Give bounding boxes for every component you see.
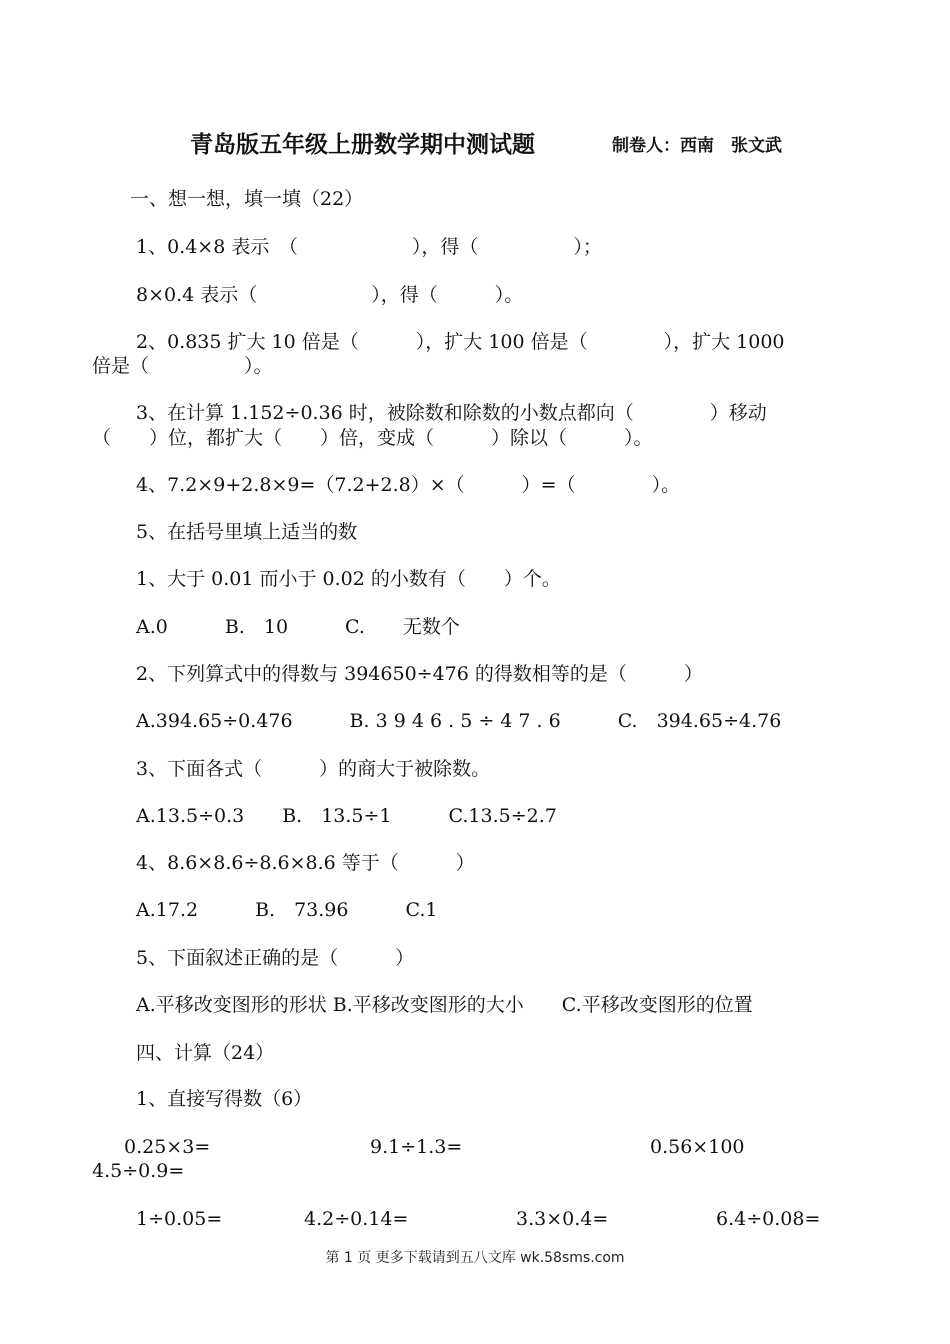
question-line: 3、在计算 1.152÷0.36 时，被除数和除数的小数点都向（ ）移动 [136,402,767,424]
choice-options: A.394.65÷0.476 B. 3 9 4 6 . 5 ÷ 4 7 . 6 C. 394.65÷4.76 [136,710,782,732]
page-footer: 第 1 页 更多下载请到五八文库 wk.58sms.com [325,1250,625,1266]
question-line: 5、在括号里填上适当的数 [136,521,358,543]
calc-item: 0.56×100 [650,1136,745,1158]
sub-heading: 1、直接写得数（6） [136,1088,313,1110]
page-title: 青岛版五年级上册数学期中测试题 [190,131,535,158]
author-line: 制卷人：西南 张文武 [612,136,782,156]
question-line: 1、0.4×8 表示 （ ），得（ ）； [136,236,602,258]
section-heading-4: 四、计算（24） [136,1042,275,1064]
calc-item: 4.2÷0.14= [304,1208,409,1230]
choice-question: 3、下面各式（ ）的商大于被除数。 [136,758,491,780]
choice-question: 5、下面叙述正确的是（ ） [136,947,415,969]
calc-item: 6.4÷0.08= [716,1208,821,1230]
calc-item: 3.3×0.4= [516,1208,609,1230]
question-line: 8×0.4 表示（ ），得（ ）。 [136,284,524,306]
question-line: 2、0.835 扩大 10 倍是（ ），扩大 100 倍是（ ），扩大 1000 [136,331,785,353]
choice-options: A.13.5÷0.3 B. 13.5÷1 C.13.5÷2.7 [136,805,557,827]
calc-item: 1÷0.05= [136,1208,223,1230]
section-heading-1: 一、想一想，填一填（22） [130,188,364,210]
question-line: 4、7.2×9+2.8×9=（7.2+2.8）×（ ）=（ ）。 [136,474,681,496]
calc-item: 9.1÷1.3= [370,1136,463,1158]
choice-question: 2、下列算式中的得数与 394650÷476 的得数相等的是（ ） [136,663,703,685]
calc-item: 4.5÷0.9= [92,1160,185,1182]
calc-item: 0.25×3= [124,1136,211,1158]
choice-question: 4、8.6×8.6÷8.6×8.6 等于（ ） [136,852,475,874]
choice-options: A.0 B. 10 C. 无数个 [136,616,460,638]
choice-options: A.平移改变图形的形状 B.平移改变图形的大小 C.平移改变图形的位置 [136,994,753,1016]
question-line: （ ）位，都扩大（ ）倍，变成（ ）除以（ ）。 [92,427,653,449]
title-row [0,126,950,160]
choice-options: A.17.2 B. 73.96 C.1 [136,899,438,921]
question-line: 倍是（ ）。 [92,355,273,377]
choice-question: 1、大于 0.01 而小于 0.02 的小数有（ ）个。 [136,568,561,590]
